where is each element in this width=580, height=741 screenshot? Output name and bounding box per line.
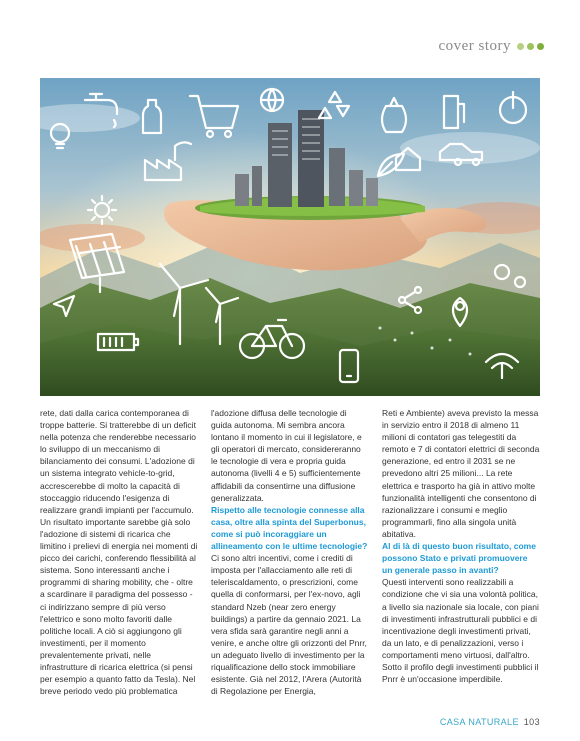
article-paragraph: l'adozione diffusa delle tecnologie di guida autonoma. Mi sembra ancora lontano il momento in cui il legislatore, e gli operatori di mercato, considereranno le tecnologie di vera e propria guida autonoma (livelli 4 e 5) sufficientemente affidabili da consentirne una diffusione generalizzata. (211, 408, 362, 503)
article-column-1 (40, 407, 198, 707)
article-columns (40, 407, 540, 707)
magazine-name: CASA NATURALE (439, 717, 519, 727)
section-dots (517, 43, 544, 50)
section-label: cover story (438, 38, 511, 54)
article-paragraph: Questi interventi sono realizzabili a condizione che vi sia una volontà politica, a livello sia nazionale sia locale, con piani di investimenti infrastrutturali pubblici e di incentivazione degli investimenti privati, da un lato, e di penalizzazioni, verso i comportamenti meno virtuosi, dall'altro. Sotto il profilo degli investimenti pubblici il Pnrr è un'occasione imperdibile. (382, 577, 539, 685)
section-header (438, 38, 544, 55)
interview-question: Rispetto alle tecnologie connesse alla casa, oltre alla spinta del Superbonus, come si può incoraggiare un allineamento con le ultime tecnologie? (211, 504, 368, 552)
article-paragraph: rete, dati dalla carica contemporanea di troppe batterie. Si tratterebbe di un deficit nella potenza che renderebbe necessario lo sviluppo di un meccanismo di bilanciamento dei consumi. L'adozione di un sistema integrato vehicle-to-grid, accrescerebbe di molto la capacità di stoccaggio riducendo l'esigenza di realizzare grandi impianti per l'accumulo. Un risultato importante sarebbe già solo l'adozione di sistemi di ricarica che limitino i prelievi di energia nei momenti di picco dei carichi, conferendo flessibilità al sistema. Sono interessanti anche i programmi di sharing mobility, che - oltre a scardinare il paradigma del possesso - ci indirizzano sempre di più verso l'elettrico e sono molto favoriti dalle politiche locali. A ciò si aggiungono gli investimenti, per il momento prevalentemente privati, nelle infrastrutture di ricarica elettrica (si pensi per esempio a quanto fatto da Tesla). Nel breve periodo vedo più problematica (40, 408, 198, 697)
page-footer (440, 717, 540, 727)
article-paragraph: Ci sono altri incentivi, come i crediti di imposta per l'allacciamento alle reti di teleriscaldamento, o prescrizioni, come quella di conformarsi, per l'ex-novo, agli standard Nzeb (near zero energy buildings) a partire da gennaio 2021. La vera sfida sarà garantire negli anni a venire, e anche oltre gli orizzonti del Pnrr, un adeguato livello di investimento per la riqualificazione dello stock immobiliare esistente. Già nel 2012, l'Arera (Autorità di Regolazione per Energia, (211, 553, 367, 697)
section-dot (527, 43, 534, 50)
section-dot (537, 43, 544, 50)
interview-question: Al di là di questo buon risultato, come possono Stato e privati promuovere un generale passo in avanti? (382, 541, 536, 576)
page-number: 103 (523, 717, 540, 727)
article-column-3 (382, 407, 540, 707)
hero-svg (40, 78, 540, 396)
section-dot (517, 43, 524, 50)
hero-illustration (40, 78, 540, 396)
article-column-2 (211, 407, 369, 707)
article-paragraph: Reti e Ambiente) aveva previsto la messa in servizio entro il 2018 di almeno 11 milioni di contatori gas telegestiti da remoto e 7 di contatori elettrici di seconda generazione, ed entro il 2031 se ne prevedono altri 25 milioni... La rete elettrica e trasporto ha già in attivo molte funzionalità intelligenti che consentono di razionalizzare i consumi e meglio programmarli, fino alla singola unità abitativa. (382, 408, 540, 539)
